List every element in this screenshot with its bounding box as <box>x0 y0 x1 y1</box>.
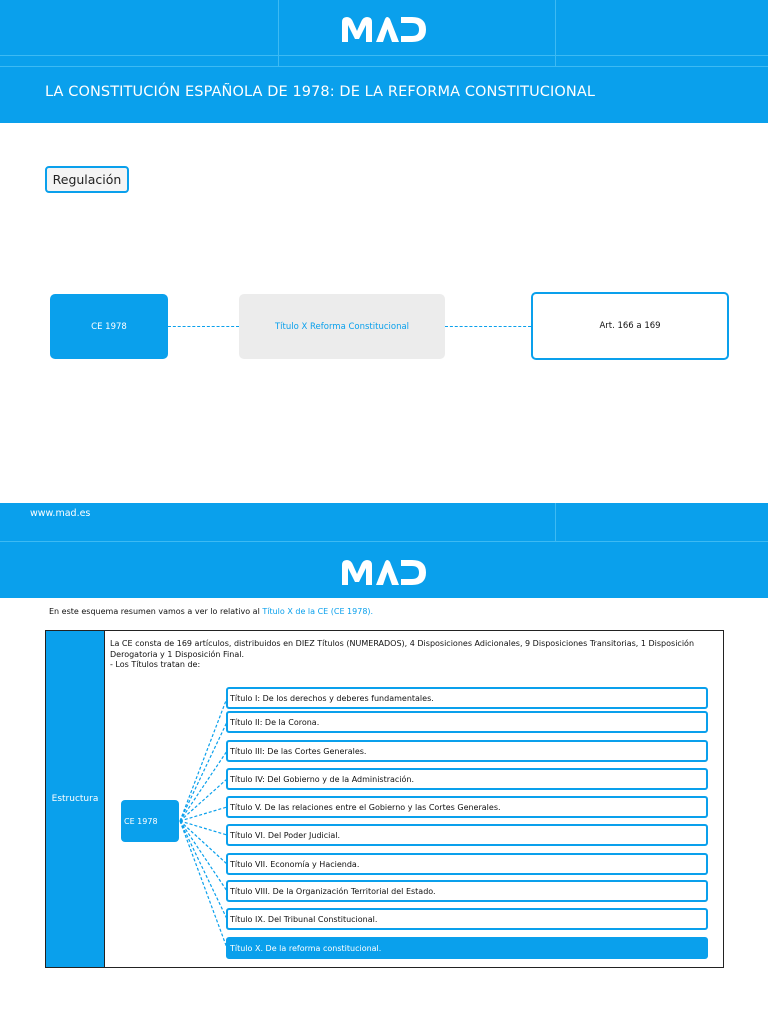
ce-1978-node[interactable]: CE 1978 <box>50 294 168 359</box>
title-item[interactable]: Título VIII. De la Organización Territorial del Estado. <box>226 880 708 902</box>
regulacion-button[interactable]: Regulación <box>45 166 129 193</box>
title-item[interactable]: Título I: De los derechos y deberes fundamentales. <box>226 687 708 709</box>
description-subtext: - Los Títulos tratan de: <box>110 660 201 669</box>
intro-highlight[interactable]: Título X de la CE (CE 1978). <box>262 607 374 616</box>
title-item[interactable]: Título II: De la Corona. <box>226 711 708 733</box>
title-item[interactable]: Título VII. Economía y Hacienda. <box>226 853 708 875</box>
description-text: La CE consta de 169 artículos, distribuidos en DIEZ Títulos (NUMERADOS), 4 Disposiciones Adicionales, 9 Disposiciones Transitorias, 1 Disposición Derogatoria y 1 Disposición Final. <box>110 639 695 659</box>
title-item[interactable]: Título V. De las relaciones entre el Gobierno y las Cortes Generales. <box>226 796 708 818</box>
estructura-label: Estructura <box>46 631 105 967</box>
page-title: LA CONSTITUCIÓN ESPAÑOLA DE 1978: DE LA REFORMA CONSTITUCIONAL <box>45 84 596 100</box>
title-item[interactable]: Título IV: Del Gobierno y de la Administración. <box>226 768 708 790</box>
connector-line <box>180 821 227 919</box>
ce-1978-center-node[interactable]: CE 1978 <box>121 800 179 842</box>
connector-line <box>180 751 227 821</box>
website-link[interactable]: www.mad.es <box>30 508 91 519</box>
articulos-node[interactable]: Art. 166 a 169 <box>531 292 729 360</box>
connector-line <box>180 821 227 891</box>
title-item[interactable]: Título VI. Del Poder Judicial. <box>226 824 708 846</box>
intro-lead: En este esquema resumen vamos a ver lo relativo al <box>49 607 263 616</box>
connector-line <box>180 821 227 864</box>
title-item[interactable]: Título III: De las Cortes Generales. <box>226 740 708 762</box>
title-item[interactable]: Título X. De la reforma constitucional. <box>226 937 708 959</box>
connector-line <box>180 821 227 835</box>
connector-line <box>180 821 227 948</box>
connector-line <box>180 807 227 821</box>
connector-line <box>180 698 227 821</box>
title-item[interactable]: Título IX. Del Tribunal Constitucional. <box>226 908 708 930</box>
titulo-x-node[interactable]: Título X Reforma Constitucional <box>239 294 445 359</box>
connector-line <box>180 722 227 821</box>
